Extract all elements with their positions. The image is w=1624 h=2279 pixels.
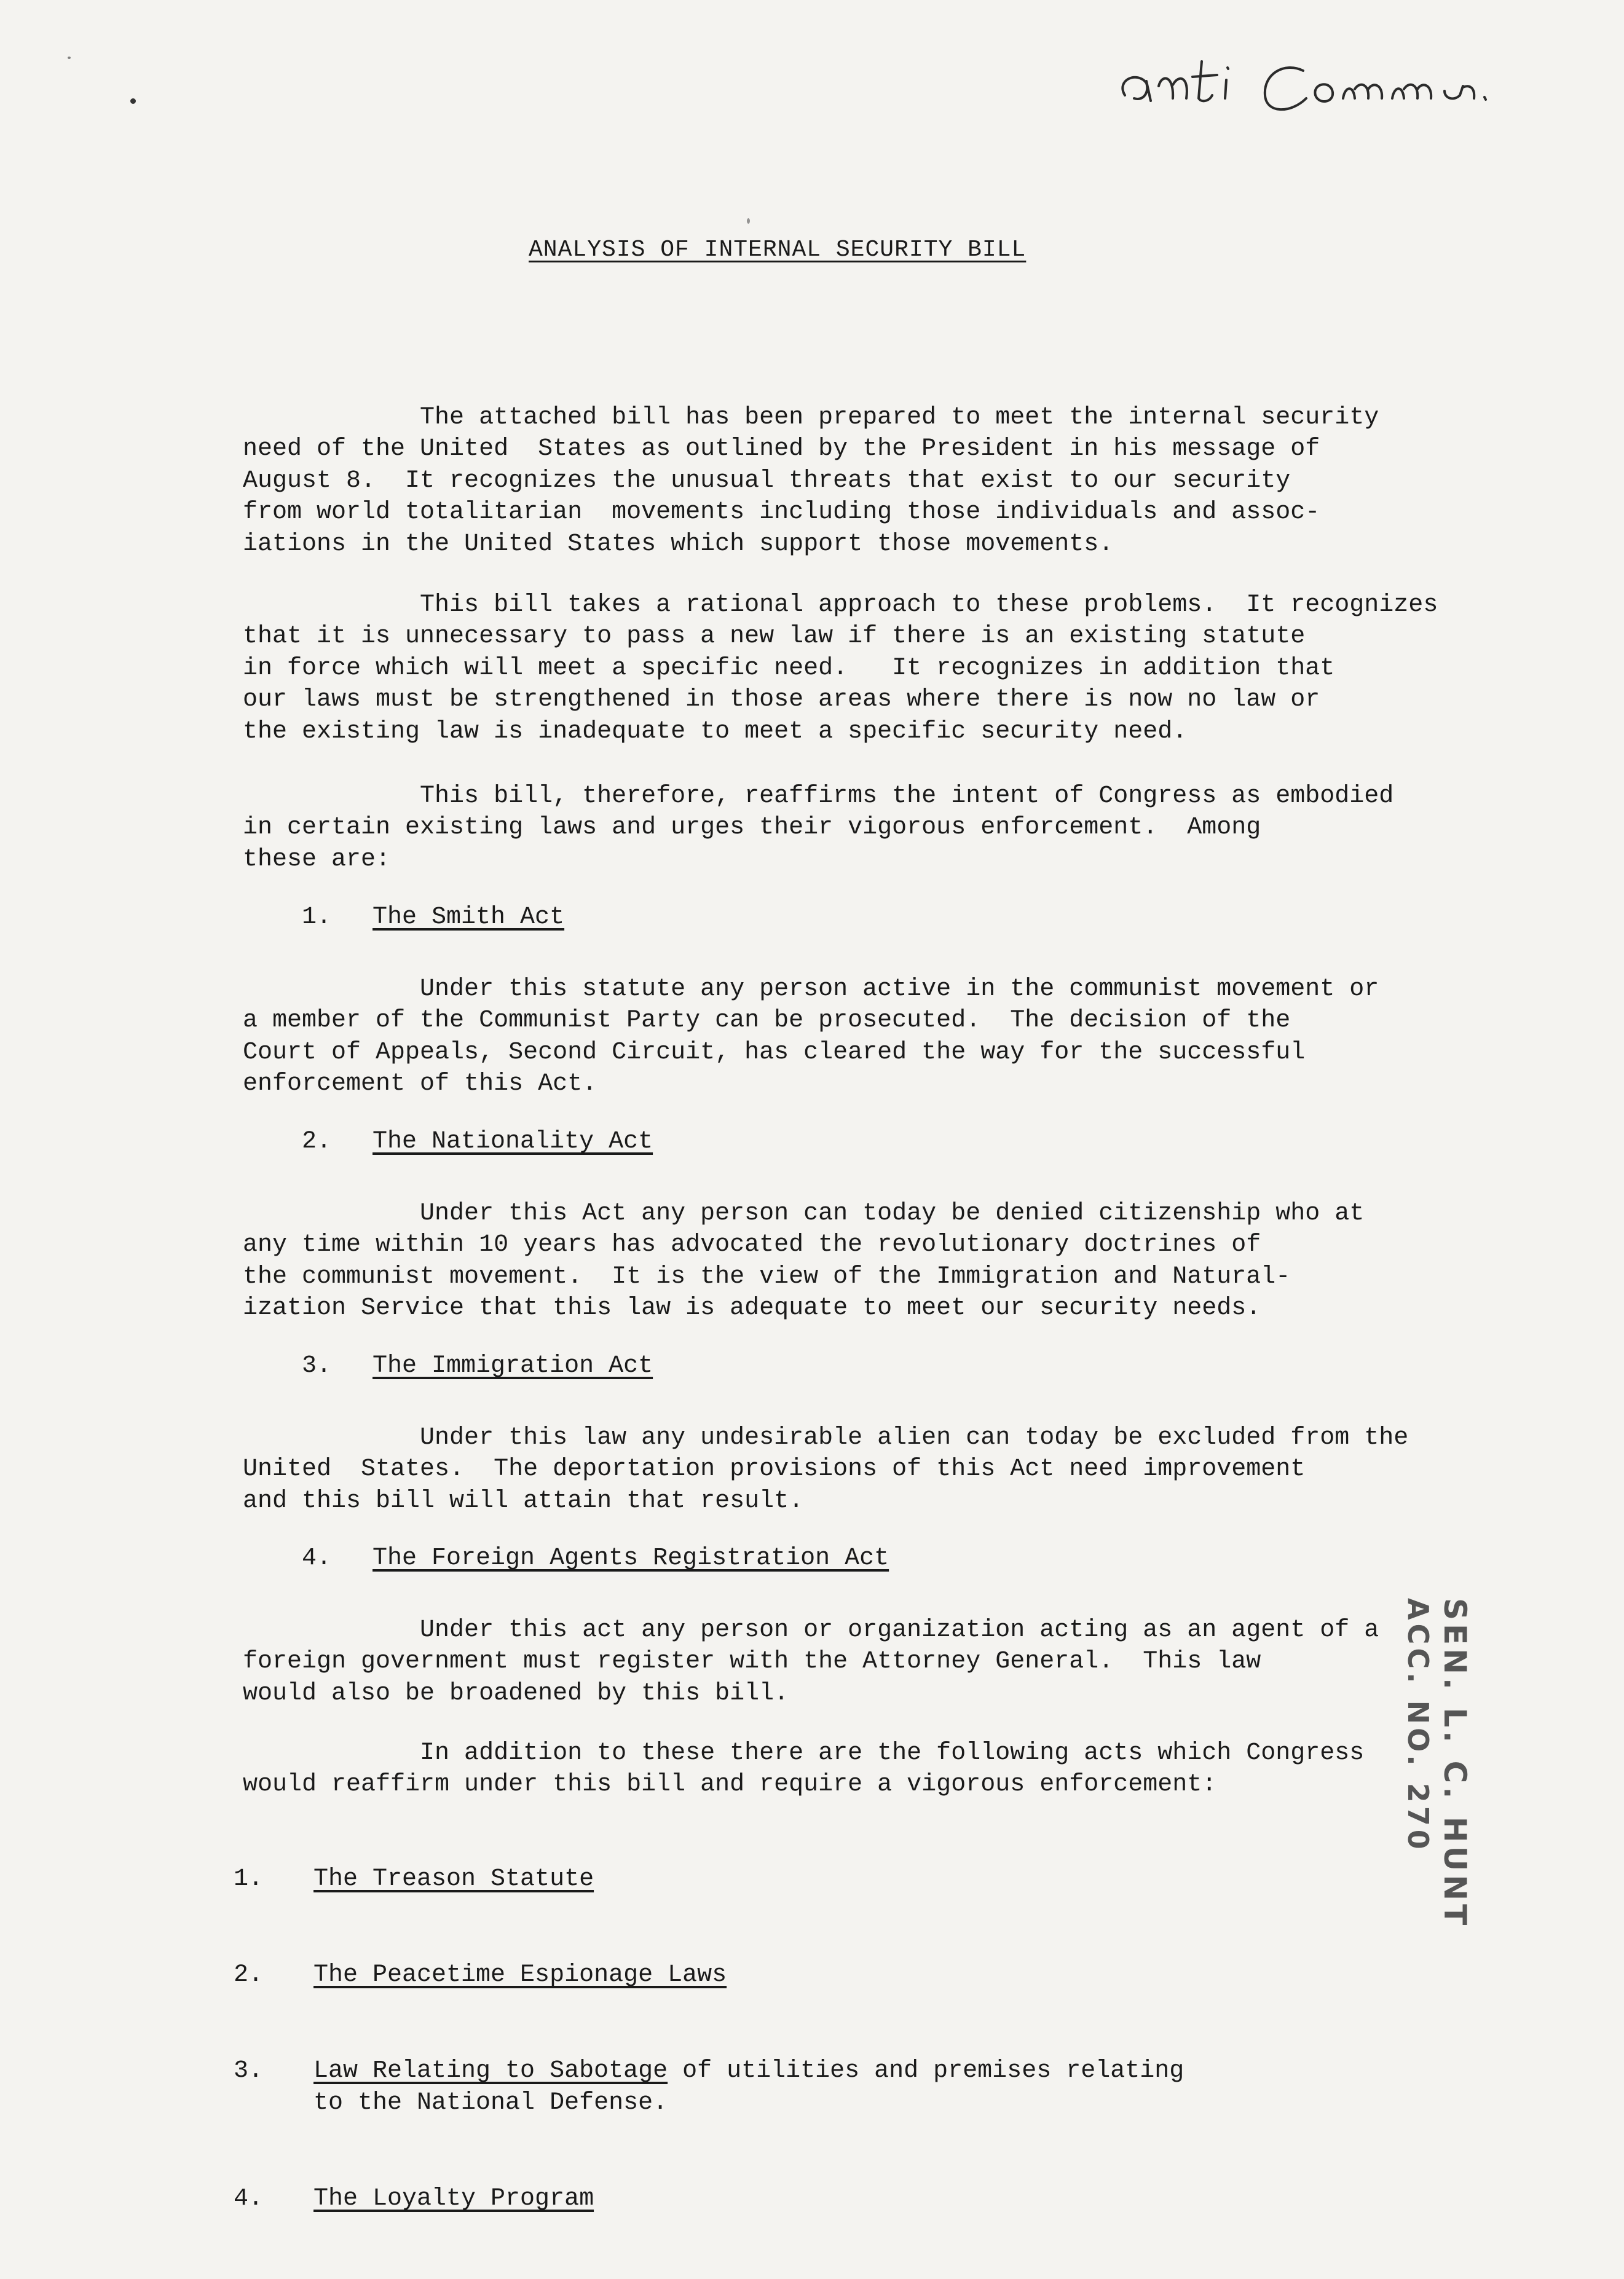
- text-line: This bill takes a rational approach to these problems. It recognizes: [302, 591, 1438, 619]
- additional-acts-list: [234, 1800, 1184, 2279]
- text-line: This bill, therefore, reaffirms the intent of Congress as embodied: [302, 782, 1394, 810]
- list-title: The Loyalty Program: [313, 2185, 594, 2213]
- text-line: would reaffirm under this bill and require a vigorous enforcement:: [243, 1771, 1217, 1798]
- text-line: foreign government must register with the Attorney General. This law: [243, 1648, 1261, 1675]
- text-line: the communist movement. It is the view of the Immigration and Natural-: [243, 1262, 1291, 1291]
- list-title: Law Relating to Sabotage: [313, 2057, 668, 2085]
- text-line: United States. The deportation provisions of this Act need improvement: [243, 1455, 1306, 1483]
- list-title: The Treason Statute: [313, 1865, 594, 1893]
- text-line: The attached bill has been prepared to meet the internal security: [302, 403, 1379, 431]
- handwritten-annotation: [1100, 37, 1543, 129]
- text-line: from world totalitarian movements including those individuals and assoc-: [243, 498, 1320, 526]
- text-line: in certain existing laws and urges their vigorous enforcement. Among: [243, 814, 1261, 841]
- text-line: in force which will meet a specific need. It recognizes in addition that: [243, 654, 1335, 682]
- list-item: [234, 2183, 1184, 2215]
- text-line: and this bill will attain that result.: [243, 1487, 804, 1515]
- text-line: our laws must be strengthened in those areas where there is now no law or: [243, 686, 1320, 714]
- text-line: that it is unnecessary to pass a new law if there is an existing statute: [243, 623, 1306, 650]
- act-number: 4.: [302, 1545, 332, 1572]
- paper-speck: [130, 98, 136, 104]
- text-line: need of the United States as outlined by the President in his message of: [243, 435, 1320, 463]
- text-line: Under this act any person or organization acting as an agent of a: [302, 1616, 1379, 1644]
- act-number: 2.: [302, 1128, 332, 1155]
- act-title: The Smith Act: [372, 903, 565, 931]
- text-line: enforcement of this Act.: [243, 1070, 597, 1098]
- act-title: The Immigration Act: [372, 1352, 653, 1380]
- text-line: a member of the Communist Party can be prosecuted. The decision of the: [243, 1007, 1291, 1034]
- list-title-rest: of utilities and premises relating: [668, 2057, 1184, 2085]
- paper-speck: [68, 57, 71, 59]
- list-number: 3.: [234, 2057, 264, 2085]
- list-number: 1.: [234, 1865, 264, 1893]
- list-title: The Peacetime Espionage Laws: [313, 1961, 727, 1989]
- stamp-line-name: SEN. L. C. HUNT: [1437, 1598, 1473, 1929]
- page-title: ANALYSIS OF INTERNAL SECURITY BILL: [529, 237, 1027, 263]
- stamp-line-accession: ACC. NO. 270: [1401, 1598, 1435, 1853]
- text-line: these are:: [243, 845, 391, 873]
- list-continuation: to the National Defense.: [313, 2089, 668, 2117]
- text-line: the existing law is inadequate to meet a specific security need.: [243, 717, 1188, 746]
- text-line: In addition to these there are the following acts which Congress: [302, 1739, 1365, 1767]
- text-line: August 8. It recognizes the unusual threats that exist to our security: [243, 466, 1291, 495]
- list-number: 4.: [234, 2185, 264, 2213]
- paper-speck: [747, 218, 750, 224]
- list-number: 2.: [234, 1961, 264, 1989]
- handwritten-note-drawing: [1100, 37, 1543, 129]
- act-title: The Foreign Agents Registration Act: [372, 1545, 889, 1572]
- text-line: Court of Appeals, Second Circuit, has cleared the way for the successful: [243, 1038, 1306, 1066]
- act-number: 3.: [302, 1352, 332, 1380]
- text-line: ization Service that this law is adequate to meet our security needs.: [243, 1294, 1261, 1322]
- approach-paragraph: [243, 557, 1438, 779]
- text-line: iations in the United States which support those movements.: [243, 530, 1114, 558]
- list-item: [234, 2055, 1184, 2119]
- text-line: Under this Act any person can today be denied citizenship who at: [302, 1199, 1365, 1227]
- archive-stamp: [1401, 1598, 1494, 2102]
- text-line: would also be broadened by this bill.: [243, 1679, 789, 1707]
- text-line: Under this statute any person active in the communist movement or: [302, 975, 1379, 1003]
- list-item: [234, 1864, 1184, 1895]
- list-item: [234, 1959, 1184, 1991]
- text-line: Under this law any undesirable alien can today be excluded from the: [302, 1423, 1409, 1452]
- text-line: any time within 10 years has advocated the revolutionary doctrines of: [243, 1231, 1261, 1259]
- act-title: The Nationality Act: [372, 1128, 653, 1155]
- act-number: 1.: [302, 903, 332, 931]
